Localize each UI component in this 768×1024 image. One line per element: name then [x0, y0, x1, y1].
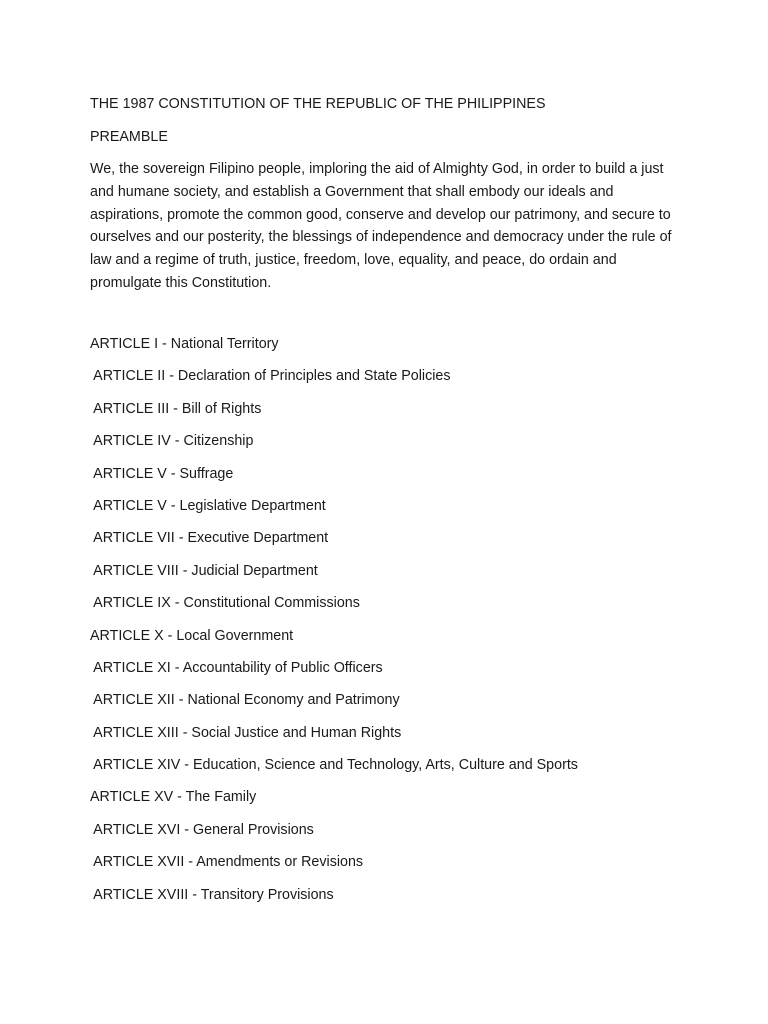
preamble-heading: PREAMBLE	[90, 129, 168, 145]
article-item: ARTICLE V - Suffrage	[90, 465, 234, 482]
article-item: ARTICLE XIV - Education, Science and Technology, Arts, Culture and Sports	[90, 757, 578, 774]
article-item: ARTICLE X - Local Government	[90, 627, 294, 644]
article-item: ARTICLE XVII - Amendments or Revisions	[90, 854, 364, 871]
article-item: ARTICLE XIII - Social Justice and Human Rights	[90, 724, 402, 741]
article-item: ARTICLE I - National Territory	[90, 336, 279, 352]
article-item: ARTICLE VII - Executive Department	[90, 530, 329, 547]
article-item: ARTICLE IX - Constitutional Commissions	[90, 595, 360, 612]
article-item: ARTICLE V - Legislative Department	[90, 497, 326, 514]
article-item: ARTICLE IV - Citizenship	[90, 433, 254, 450]
article-item: ARTICLE XV - The Family	[90, 789, 257, 806]
article-item: ARTICLE XI - Accountability of Public Officers	[90, 659, 383, 676]
article-item: ARTICLE XVI - General Provisions	[90, 821, 314, 838]
article-item: ARTICLE II - Declaration of Principles and State Policies	[90, 368, 451, 385]
article-item: ARTICLE XII - National Economy and Patrimony	[90, 692, 400, 709]
article-list	[90, 335, 578, 918]
article-item: ARTICLE VIII - Judicial Department	[90, 562, 318, 579]
article-item: ARTICLE III - Bill of Rights	[90, 400, 262, 417]
article-item: ARTICLE XVIII - Transitory Provisions	[90, 886, 334, 903]
document-title: THE 1987 CONSTITUTION OF THE REPUBLIC OF THE PHILIPPINES	[90, 96, 546, 112]
preamble-text: We, the sovereign Filipino people, imploring the aid of Almighty God, in order to build a just and humane society, and establish a Government that shall embody our ideals and aspirations, promote the common good, conserve and develop our patrimony, and secure to ourselves and our posterity, the blessings of independence and democracy under the rule of law and a regime of truth, justice, freedom, love, equality, and peace, do ordain and promulgate this Constitution.	[90, 161, 672, 291]
